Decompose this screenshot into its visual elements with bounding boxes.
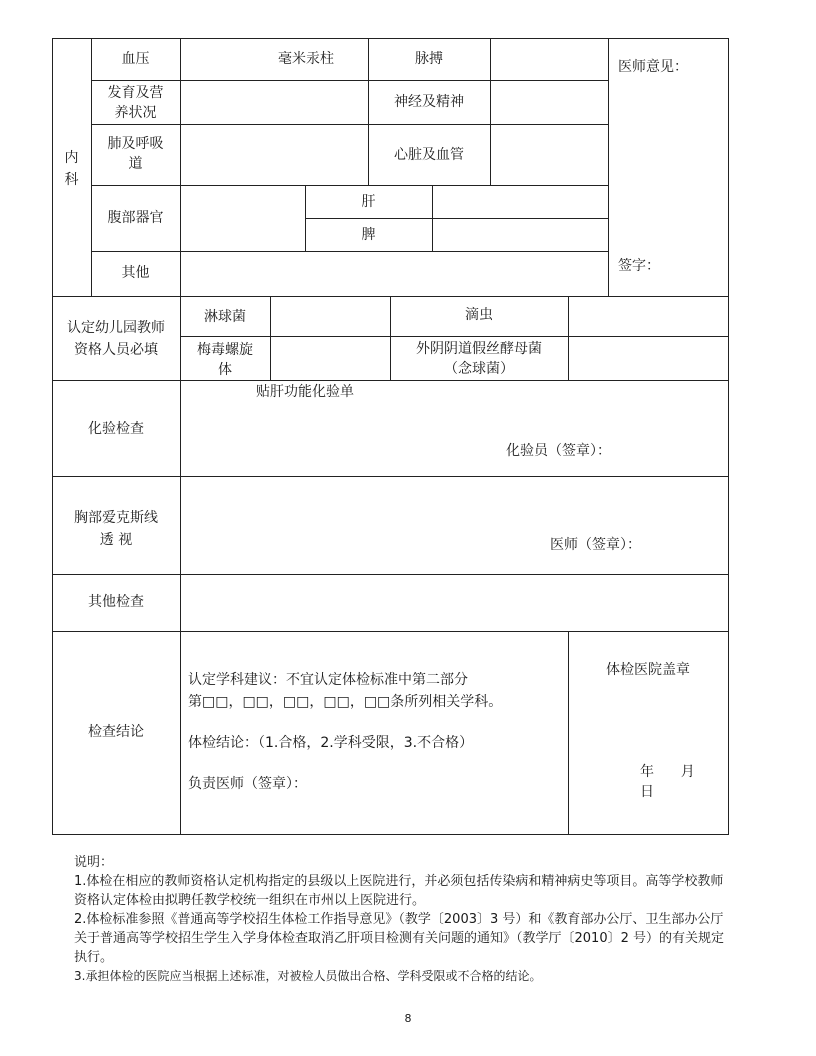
rule bbox=[432, 185, 433, 251]
rule bbox=[52, 380, 729, 381]
section-internal-label: 内 科 bbox=[64, 150, 79, 188]
notes-item-1: 1.体检在相应的教师资格认定机构指定的县级以上医院进行，并必须包括传染病和精神病史等项目。高等学校教师资格认定体检由拟聘任教学校统一组织在市州以上医院进行。 bbox=[74, 874, 724, 908]
rule bbox=[52, 631, 729, 632]
hospital-seal-label: 体检医院盖章 bbox=[606, 662, 690, 678]
lab-label: 化验检查 bbox=[88, 421, 144, 437]
rule bbox=[305, 218, 608, 219]
rule bbox=[52, 834, 729, 835]
gonorrhea-label: 淋球菌 bbox=[204, 309, 246, 325]
conclusion-label: 检查结论 bbox=[88, 724, 144, 740]
doctor-opinion-label: 医师意见： bbox=[618, 59, 688, 75]
other-exam-label: 其他检查 bbox=[88, 594, 144, 610]
lung-label: 肺及呼吸 道 bbox=[107, 136, 164, 172]
liver-label: 肝 bbox=[361, 194, 376, 210]
date-line1: 年 月 bbox=[640, 764, 695, 780]
abdomen-label: 腹部器官 bbox=[107, 210, 164, 226]
rule bbox=[91, 80, 608, 81]
rule bbox=[608, 38, 609, 296]
rule bbox=[91, 251, 608, 252]
rule bbox=[568, 296, 569, 380]
rule bbox=[91, 124, 608, 125]
rule bbox=[490, 38, 491, 185]
rule bbox=[270, 296, 271, 380]
blood-pressure-label: 血压 bbox=[121, 51, 150, 67]
other-label: 其他 bbox=[121, 265, 150, 281]
page-number: 8 bbox=[404, 1012, 412, 1025]
syphilis-label: 梅毒螺旋 体 bbox=[197, 342, 253, 378]
development-label: 发育及营 养状况 bbox=[107, 85, 164, 121]
notes-section bbox=[74, 853, 734, 986]
nerve-label: 神经及精神 bbox=[394, 94, 464, 110]
notes-item-3: 3.承担体检的医院应当根据上述标准，对被检人员做出合格、学科受限或不合格的结论。 bbox=[74, 969, 542, 983]
conclusion-line1: 认定学科建议：不宜认定体检标准中第二部分 bbox=[188, 672, 468, 688]
xray-signer: 医师（签章）： bbox=[550, 537, 641, 553]
notes-title: 说明： bbox=[74, 855, 114, 870]
conclusion-line4: 负责医师（签章）： bbox=[188, 776, 307, 792]
lab-signer: 化验员（签章）： bbox=[506, 443, 611, 459]
conclusion-line2: 第□□，□□，□□，□□，□□条所列相关学科。 bbox=[188, 694, 503, 710]
notes-item-2: 2.体检标准参照《普通高等学校招生体检工作指导意见》（教学〔2003〕3 号）和《教育部办公厅、卫生部办公厅关于普通高等学校招生学生入学身体检查取消乙肝项目检测有关问题的通知》（教学厅〔2010〕2 号）的有关规定执行。 bbox=[74, 912, 724, 965]
rule bbox=[91, 185, 608, 186]
pulse-label: 脉搏 bbox=[415, 51, 443, 67]
rule bbox=[180, 38, 181, 835]
signature-label: 签字： bbox=[618, 258, 660, 274]
trichomonas-label: 滴虫 bbox=[465, 307, 493, 323]
bp-unit-label: 毫米汞柱 bbox=[278, 51, 334, 67]
date-line2: 日 bbox=[640, 784, 654, 800]
rule bbox=[568, 631, 569, 835]
rule bbox=[180, 336, 729, 337]
lab-note: 贴肝功能化验单 bbox=[256, 384, 354, 400]
candida-label: 外阴阴道假丝酵母菌 （念球菌） bbox=[416, 341, 542, 377]
rule bbox=[728, 38, 729, 835]
rule bbox=[52, 574, 729, 575]
rule bbox=[52, 476, 729, 477]
spleen-label: 脾 bbox=[361, 227, 376, 243]
heart-label: 心脏及血管 bbox=[394, 147, 464, 163]
xray-label: 胸部爱克斯线 透 视 bbox=[74, 510, 158, 548]
conclusion-line3: 体检结论：（1.合格，2.学科受限，3.不合格） bbox=[188, 735, 474, 751]
rule bbox=[52, 38, 729, 39]
kindergarten-label: 认定幼儿园教师 资格人员必填 bbox=[67, 320, 165, 358]
